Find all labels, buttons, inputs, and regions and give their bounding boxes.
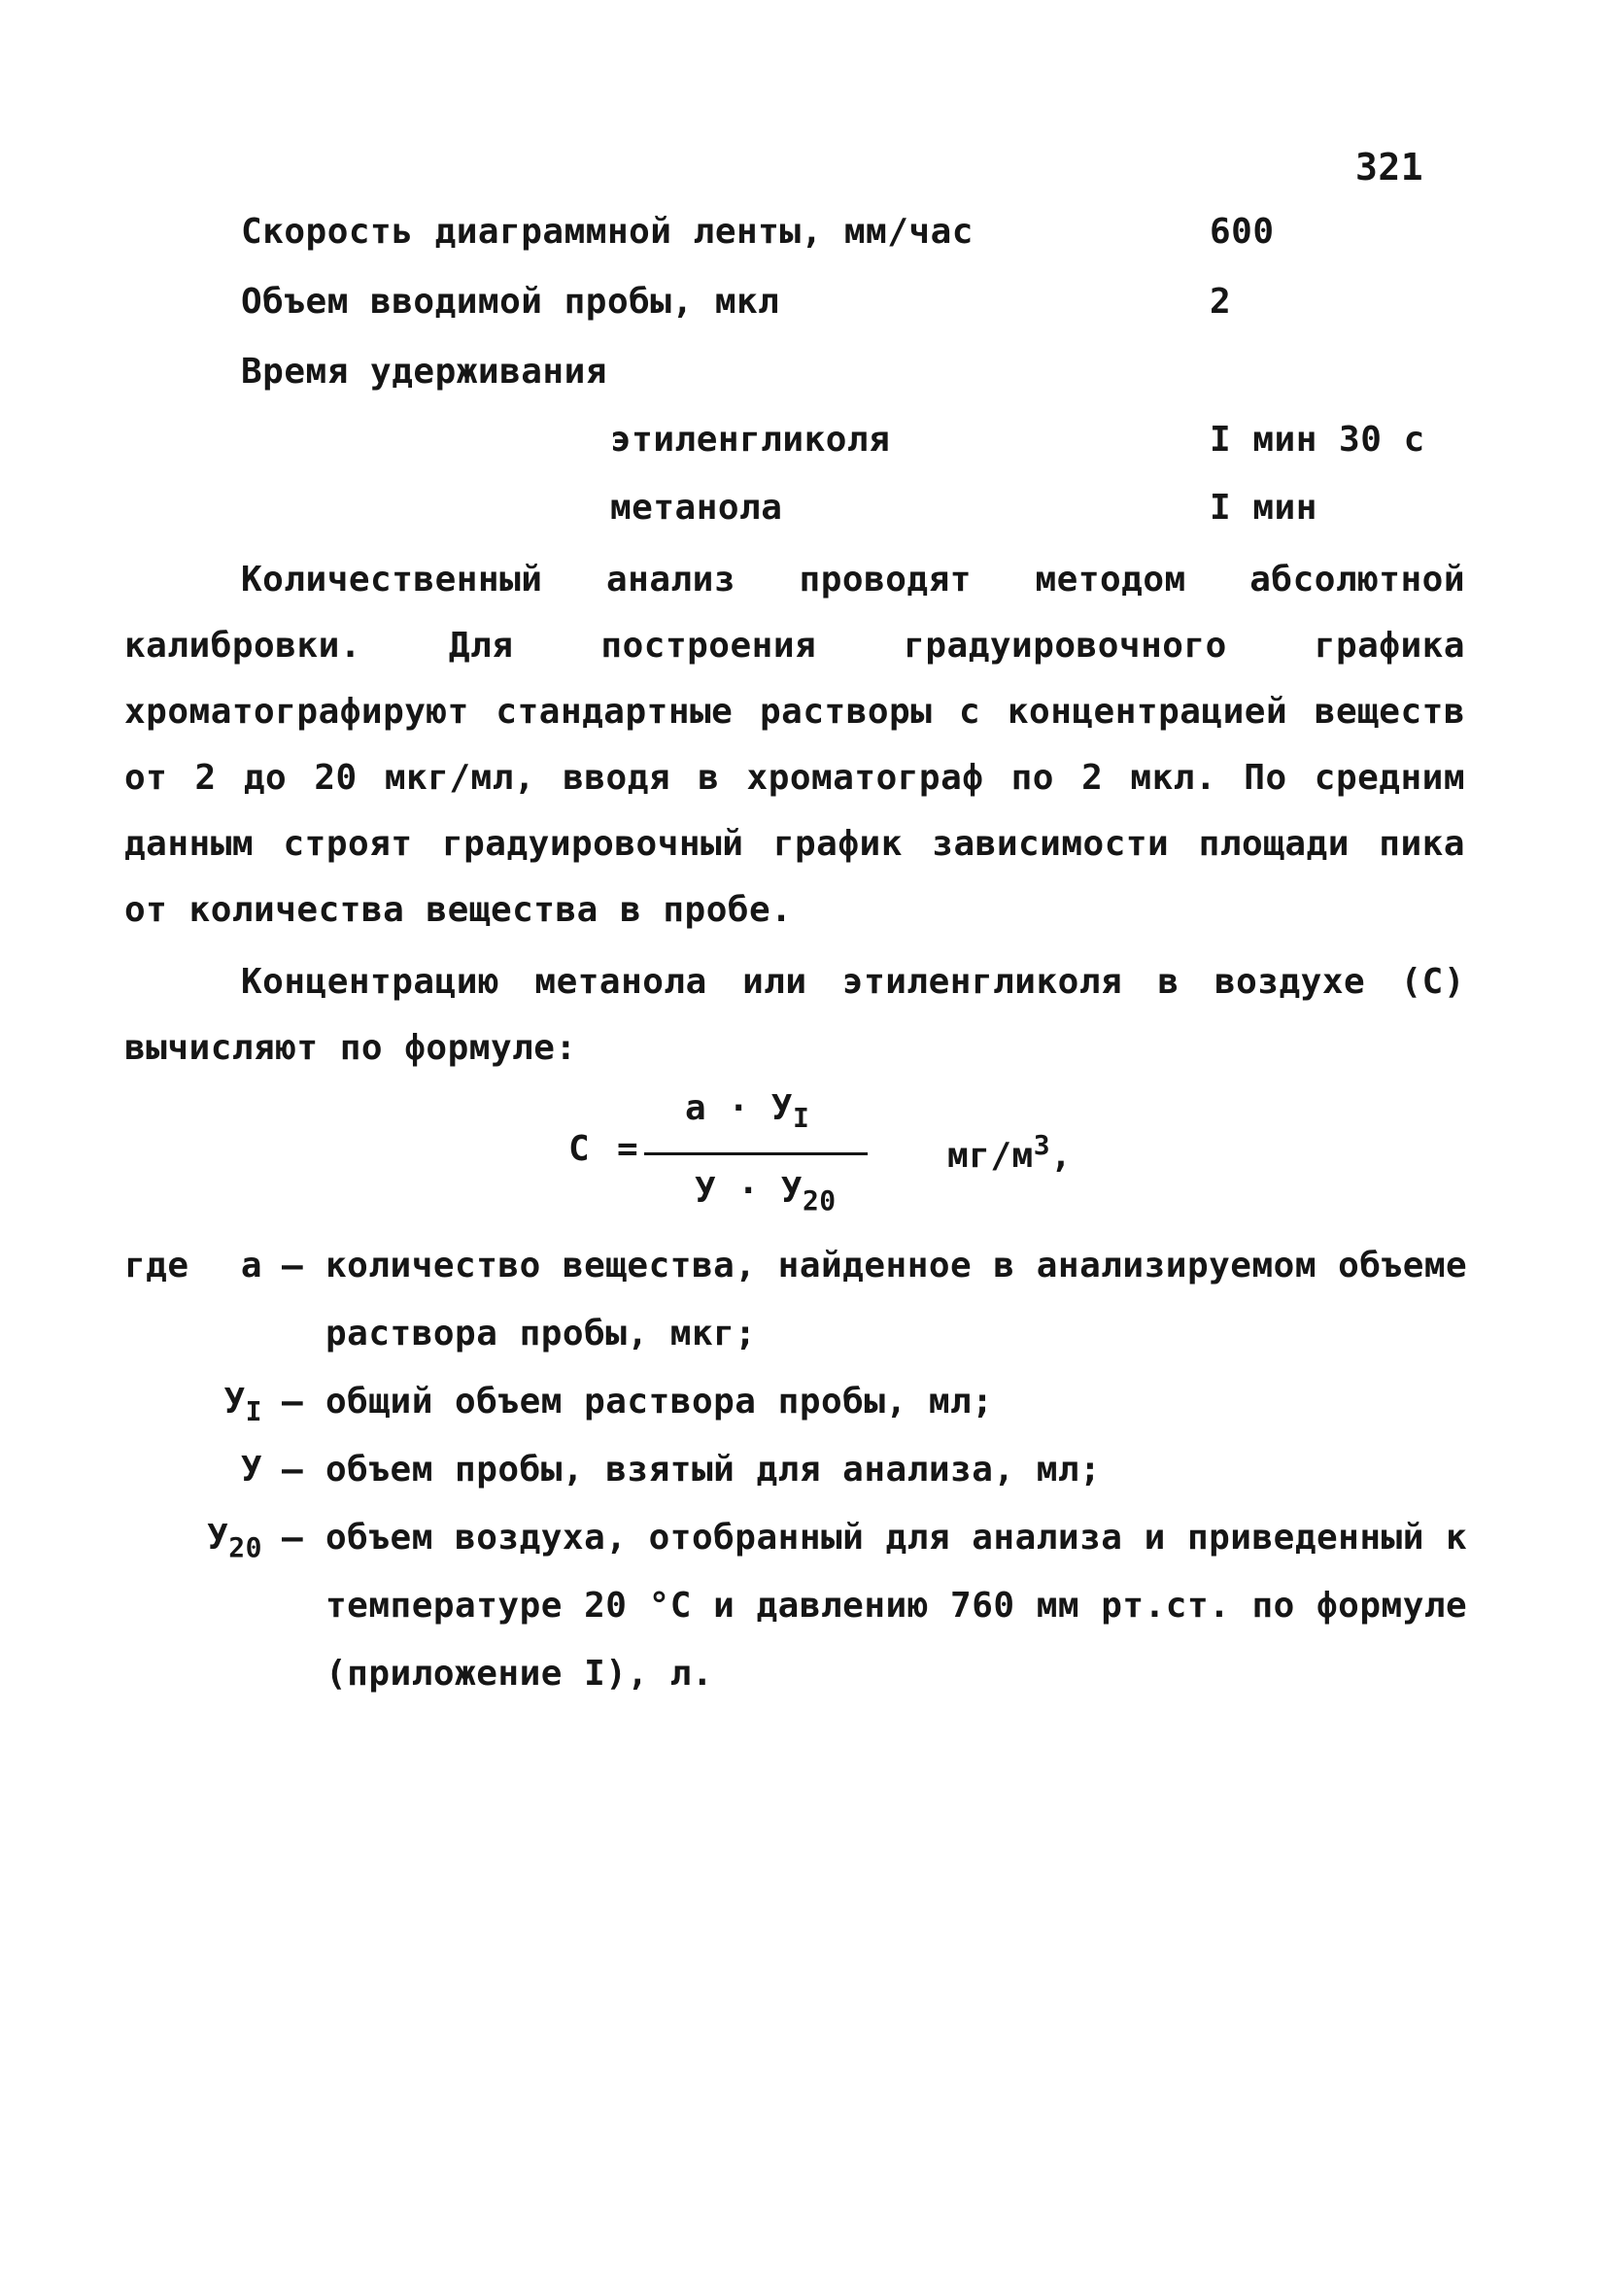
formula-numerator: $а \cdot У_I$ (685, 1088, 810, 1135)
legend-symbol: У (240, 1450, 262, 1490)
legend-symbol: $У_I$ (223, 1382, 262, 1428)
retention-value-methanol: I мин (1210, 488, 1317, 528)
legend-dash: – (282, 1246, 304, 1285)
formula-fraction-bar (644, 1152, 868, 1155)
legend-symbol: $У_{20}$ (207, 1518, 262, 1564)
formula-unit: $мг/м^3$, (947, 1129, 1073, 1176)
legend-where-label: где (124, 1246, 189, 1285)
paragraph-calibration: Количественный анализ проводят методом абсолютной калибровки. Для построения градуировочного графика хроматографируют стандартные растворы с концентрацией веществ от 2 до 20 мкг/мл, вводя в хроматограф по 2 мкл. По средним данным строят градуировочный график зависимости площади пика от количества вещества в пробе. (124, 560, 1465, 930)
param-label-retention-time: Время удерживания (241, 352, 607, 392)
param-label-chart-speed: Скорость диаграммной ленты, мм/час (241, 212, 974, 252)
param-value-chart-speed: 600 (1210, 212, 1275, 252)
formula-lhs: С (568, 1129, 591, 1169)
formula-equals: = (617, 1129, 639, 1169)
paragraph-concentration: Концентрацию метанола или этиленгликоля в воздухе (С) вычисляют по формуле: (124, 962, 1465, 1068)
param-value-sample-volume: 2 (1210, 282, 1232, 322)
formula-denominator: $У \cdot У_{20}$ (695, 1171, 837, 1217)
legend-text: количество вещества, найденное в анализируемом объеме (325, 1246, 1468, 1285)
retention-label-ethylene-glycol: этиленгликоля (610, 420, 891, 460)
legend-dash: – (282, 1518, 304, 1558)
legend-item-a-continuation: раствора пробы, мкг; (325, 1314, 757, 1354)
legend-dash: – (282, 1450, 304, 1490)
legend-text: объем пробы, взятый для анализа, мл; (325, 1450, 1102, 1490)
concentration-formula (559, 1088, 1103, 1224)
legend-text: общий объем раствора пробы, мл; (325, 1382, 994, 1422)
retention-value-ethylene-glycol: I мин 30 с (1210, 420, 1425, 460)
legend-dash: – (282, 1382, 304, 1422)
page-number: 321 (1355, 146, 1424, 188)
retention-label-methanol: метанола (610, 488, 783, 528)
legend-symbol: а (240, 1246, 262, 1285)
legend-item-v20-continuation: температуре 20 °С и давлению 760 мм рт.ст. по формуле (325, 1586, 1468, 1626)
param-label-sample-volume: Объем вводимой пробы, мкл (241, 282, 780, 322)
legend-text: объем воздуха, отобранный для анализа и приведенный к (325, 1518, 1468, 1558)
legend-item-v20-continuation-2: (приложение I), л. (325, 1654, 714, 1694)
